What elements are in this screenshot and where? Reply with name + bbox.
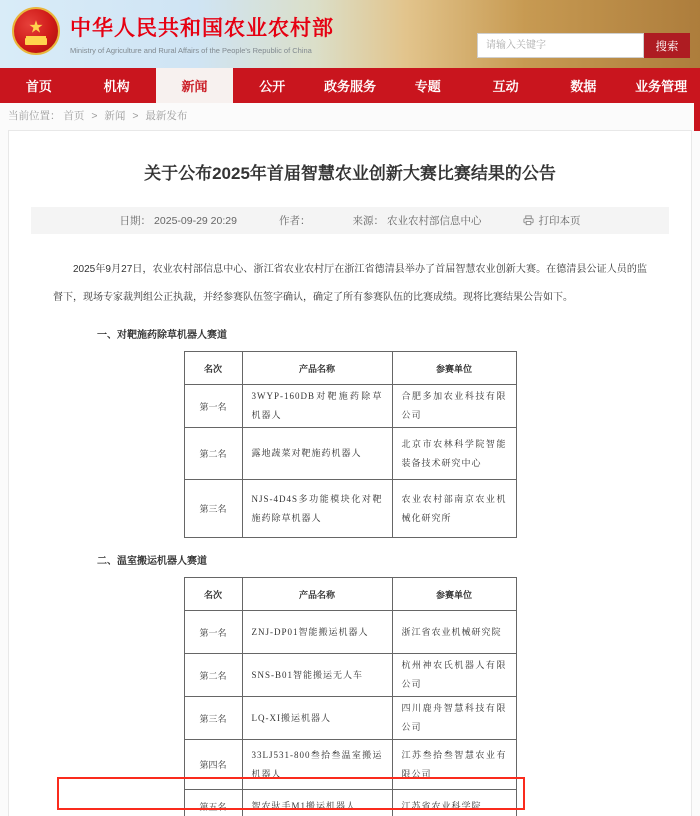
cell-product: 3WYP-160DB对靶施药除草机器人 — [242, 385, 392, 428]
page-title: 关于公布2025年首届智慧农业创新大赛比赛结果的公告 — [144, 164, 556, 183]
ministry-name: 中华人民共和国农业农村部 — [70, 15, 334, 40]
cell-product: ZNJ-DP01智能搬运机器人 — [242, 611, 392, 654]
col-header-unit: 参赛单位 — [392, 578, 516, 611]
table-row — [184, 385, 516, 428]
cell-unit: 浙江省农业机械研究院 — [392, 611, 516, 654]
printer-icon — [523, 215, 534, 226]
breadcrumb-separator: > — [91, 110, 98, 122]
breadcrumb-home[interactable]: 首页 — [63, 110, 85, 122]
breadcrumb-separator: > — [132, 110, 139, 122]
cell-unit: 江苏省农业科学院 — [392, 790, 516, 816]
cell-rank: 第四名 — [184, 740, 242, 790]
cell-product: NJS-4D4S多功能模块化对靶施药除草机器人 — [242, 480, 392, 538]
nav-item-data[interactable]: 数据 — [570, 79, 597, 94]
results-table-weeding — [184, 351, 517, 538]
col-header-product: 产品名称 — [242, 352, 392, 385]
meta-author: 作者： — [278, 215, 311, 227]
cell-rank: 第一名 — [184, 611, 242, 654]
col-header-product: 产品名称 — [242, 578, 392, 611]
cell-product: 露地蔬菜对靶施药机器人 — [242, 428, 392, 480]
section-2-heading: 二、温室搬运机器人赛道 — [97, 556, 207, 567]
article-paragraph: 2025年9月27日，农业农村部信息中心、浙江省农业农村厅在浙江省德清县举办了首届智慧农业创新大赛。在德清县公证人员的监督下，现场专家裁判组公正执裁，并经参赛队伍签字确认，确定了所有参赛队伍的比赛成绩。现将比赛结果公告如下。 — [53, 264, 647, 303]
meta-source: 来源： 农业农村部信息中心 — [352, 215, 482, 227]
cell-unit: 北京市农林科学院智能装备技术研究中心 — [392, 428, 516, 480]
breadcrumb-news[interactable]: 新闻 — [104, 110, 126, 122]
table-row-highlighted — [184, 790, 516, 816]
table-header-row — [184, 352, 516, 385]
cell-product: LQ-XI搬运机器人 — [242, 697, 392, 740]
ministry-name-en: Ministry of Agriculture and Rural Affairs of the People's Republic of China — [70, 45, 312, 55]
gate-shape — [25, 38, 47, 45]
cell-rank: 第二名 — [184, 654, 242, 697]
right-edge-red-strip — [694, 103, 700, 131]
cell-product: 智农驮手M1搬运机器人 — [242, 790, 392, 816]
nav-item-org[interactable]: 机构 — [103, 79, 130, 94]
cell-unit: 杭州神农氏机器人有限公司 — [392, 654, 516, 697]
cell-product: 33LJ531-800叁拾叁温室搬运机器人 — [242, 740, 392, 790]
cell-rank: 第三名 — [184, 697, 242, 740]
table-header-row — [184, 578, 516, 611]
col-header-rank: 名次 — [184, 352, 242, 385]
cell-rank: 第二名 — [184, 428, 242, 480]
content-card — [8, 130, 692, 816]
cell-unit: 合肥多加农业科技有限公司 — [392, 385, 516, 428]
cell-unit: 四川鹿舟智慧科技有限公司 — [392, 697, 516, 740]
nav-item-services[interactable]: 政务服务 — [324, 79, 377, 94]
table-row — [184, 697, 516, 740]
table-row — [184, 740, 516, 790]
table-row — [184, 654, 516, 697]
site-logo[interactable] — [12, 7, 334, 55]
search-input[interactable] — [477, 33, 644, 58]
table-row — [184, 480, 516, 538]
cell-rank: 第五名 — [184, 790, 242, 816]
results-table-greenhouse — [184, 577, 517, 816]
main-nav — [0, 68, 700, 103]
cell-unit: 江苏叁拾叁智慧农业有限公司 — [392, 740, 516, 790]
national-emblem-icon — [12, 7, 60, 55]
breadcrumb-prefix: 当前位置： — [8, 110, 61, 122]
cell-product: SNS-B01智能搬运无人车 — [242, 654, 392, 697]
search-button[interactable]: 搜索 — [644, 33, 690, 58]
cell-rank: 第三名 — [184, 480, 242, 538]
nav-item-topics[interactable]: 专题 — [414, 79, 441, 94]
search-bar — [477, 33, 690, 58]
star-icon: ★ — [28, 17, 44, 37]
site-banner — [0, 0, 700, 68]
table-row — [184, 611, 516, 654]
nav-item-home[interactable]: 首页 — [25, 79, 52, 94]
col-header-rank: 名次 — [184, 578, 242, 611]
cell-rank: 第一名 — [184, 385, 242, 428]
col-header-unit: 参赛单位 — [392, 352, 516, 385]
nav-item-news[interactable]: 新闻 — [156, 68, 234, 103]
breadcrumb — [0, 103, 700, 130]
section-1-heading: 一、对靶施药除草机器人赛道 — [97, 330, 227, 341]
cell-unit: 农业农村部南京农业机械化研究所 — [392, 480, 516, 538]
nav-item-open[interactable]: 公开 — [259, 79, 286, 94]
breadcrumb-latest[interactable]: 最新发布 — [145, 110, 188, 122]
article-meta-bar — [31, 207, 669, 234]
nav-item-business[interactable]: 业务管理 — [635, 79, 688, 94]
nav-item-interact[interactable]: 互动 — [492, 79, 519, 94]
table-row — [184, 428, 516, 480]
print-button[interactable]: 打印本页 — [523, 213, 580, 228]
meta-date: 日期： 2025-09-29 20:29 — [119, 214, 237, 227]
